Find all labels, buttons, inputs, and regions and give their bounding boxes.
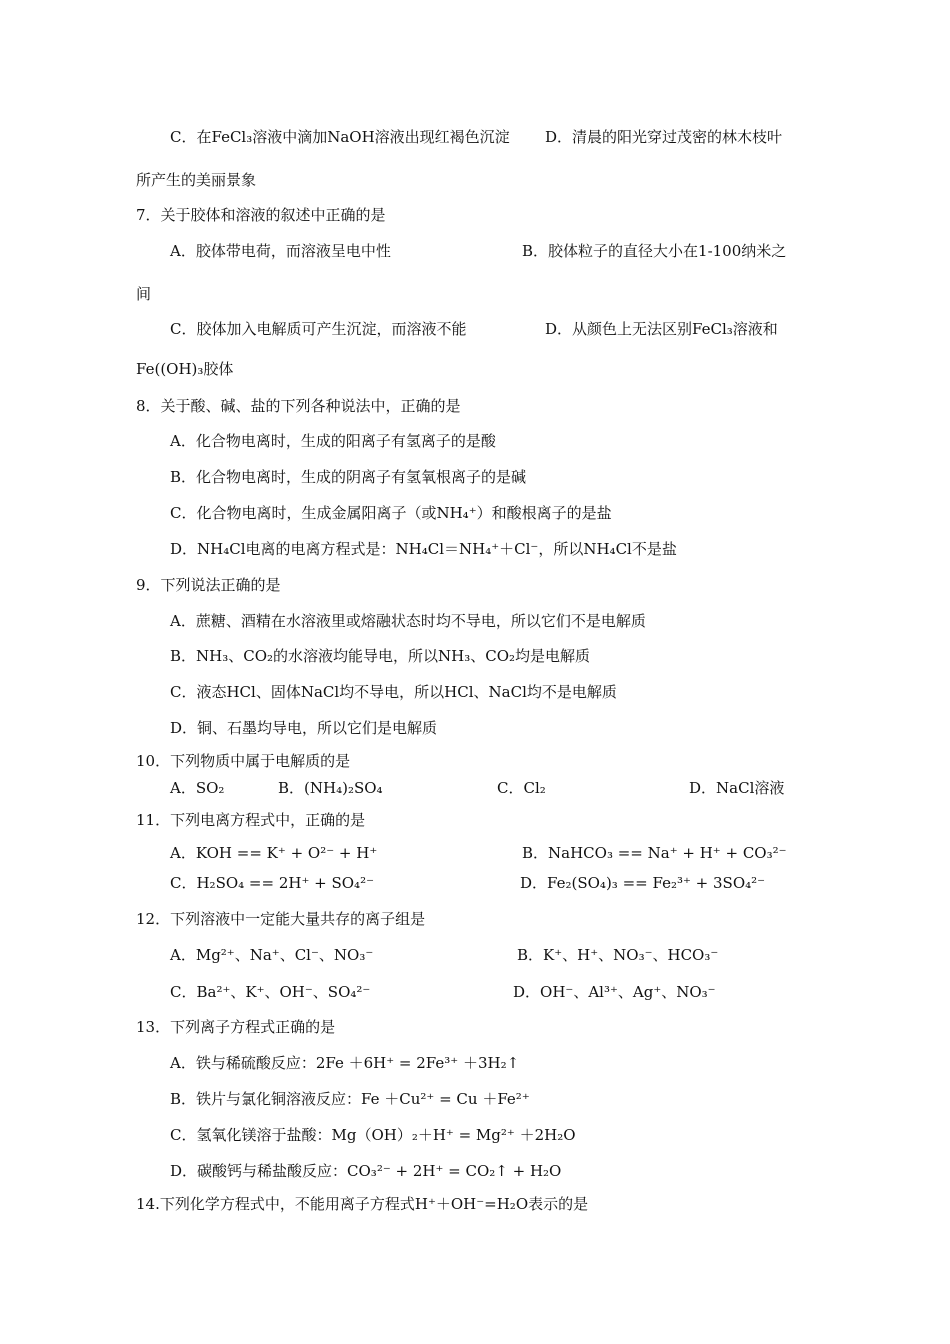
q10-option-a: A．SO₂ [170, 779, 225, 797]
q9-option-d: D．铜、石墨均导电，所以它们是电解质 [170, 719, 438, 737]
q9-option-a: A．蔗糖、酒精在水溶液里或熔融状态时均不导电，所以它们不是电解质 [170, 612, 646, 630]
q13-option-c: C．氢氧化镁溶于盐酸：Mg（OH）₂＋H⁺ = Mg²⁺ ＋2H₂O [170, 1126, 576, 1144]
q7-option-c: C．胶体加入电解质可产生沉淀，而溶液不能 [170, 320, 467, 338]
q7-option-a: A．胶体带电荷，而溶液呈电中性 [170, 242, 391, 260]
q11-option-d: D．Fe₂(SO₄)₃ == Fe₂³⁺ + 3SO₄²⁻ [520, 874, 766, 892]
q13-stem: 13．下列离子方程式正确的是 [136, 1018, 336, 1036]
q13-option-b: B．铁片与氯化铜溶液反应：Fe ＋Cu²⁺ = Cu ＋Fe²⁺ [170, 1090, 530, 1108]
q6-option-d: D．清晨的阳光穿过茂密的林木枝叶 [545, 128, 783, 146]
q10-option-c: C．Cl₂ [497, 779, 546, 797]
q7-option-d-continued: Fe((OH)₃胶体 [136, 360, 234, 378]
q8-option-c: C．化合物电离时，生成金属阳离子（或NH₄⁺）和酸根离子的是盐 [170, 504, 612, 522]
q12-option-b: B．K⁺、H⁺、NO₃⁻、HCO₃⁻ [517, 946, 719, 964]
q12-option-d: D．OH⁻、Al³⁺、Ag⁺、NO₃⁻ [513, 983, 716, 1001]
q12-stem: 12．下列溶液中一定能大量共存的离子组是 [136, 910, 426, 928]
q10-option-b: B．(NH₄)₂SO₄ [278, 779, 383, 797]
q12-option-a: A．Mg²⁺、Na⁺、Cl⁻、NO₃⁻ [170, 946, 374, 964]
q7-option-b-continued: 间 [136, 285, 152, 303]
q7-stem: 7．关于胶体和溶液的叙述中正确的是 [136, 206, 386, 224]
q8-option-d: D．NH₄Cl电离的电离方程式是：NH₄Cl＝NH₄⁺＋Cl⁻，所以NH₄Cl不是盐 [170, 540, 677, 558]
q9-option-b: B．NH₃、CO₂的水溶液均能导电，所以NH₃、CO₂均是电解质 [170, 647, 591, 665]
q11-stem: 11．下列电离方程式中，正确的是 [136, 811, 366, 829]
q6-option-d-continued: 所产生的美丽景象 [136, 171, 257, 189]
q9-stem: 9．下列说法正确的是 [136, 576, 281, 594]
q10-stem: 10．下列物质中属于电解质的是 [136, 752, 351, 770]
q13-option-d: D．碳酸钙与稀盐酸反应：CO₃²⁻ + 2H⁺ = CO₂↑ + H₂O [170, 1162, 562, 1180]
q7-option-d: D．从颜色上无法区别FeCl₃溶液和 [545, 320, 778, 338]
q8-stem: 8．关于酸、碱、盐的下列各种说法中，正确的是 [136, 397, 461, 415]
q10-option-d: D．NaCl溶液 [689, 779, 785, 797]
q11-option-b: B．NaHCO₃ == Na⁺ + H⁺ + CO₃²⁻ [522, 844, 787, 862]
q14-stem: 14.下列化学方程式中，不能用离子方程式H⁺＋OH⁻=H₂O表示的是 [136, 1195, 589, 1213]
q8-option-a: A．化合物电离时，生成的阳离子有氢离子的是酸 [170, 432, 496, 450]
q12-option-c: C．Ba²⁺、K⁺、OH⁻、SO₄²⁻ [170, 983, 371, 1001]
q13-option-a: A．铁与稀硫酸反应：2Fe ＋6H⁺ = 2Fe³⁺ ＋3H₂↑ [170, 1054, 520, 1072]
q11-option-a: A．KOH == K⁺ + O²⁻ + H⁺ [170, 844, 378, 862]
q6-option-c: C．在FeCl₃溶液中滴加NaOH溶液出现红褐色沉淀 [170, 128, 510, 146]
q9-option-c: C．液态HCl、固体NaCl均不导电，所以HCl、NaCl均不是电解质 [170, 683, 617, 701]
q11-option-c: C．H₂SO₄ == 2H⁺ + SO₄²⁻ [170, 874, 374, 892]
q7-option-b: B．胶体粒子的直径大小在1-100纳米之 [522, 242, 787, 260]
q8-option-b: B．化合物电离时，生成的阴离子有氢氧根离子的是碱 [170, 468, 527, 486]
